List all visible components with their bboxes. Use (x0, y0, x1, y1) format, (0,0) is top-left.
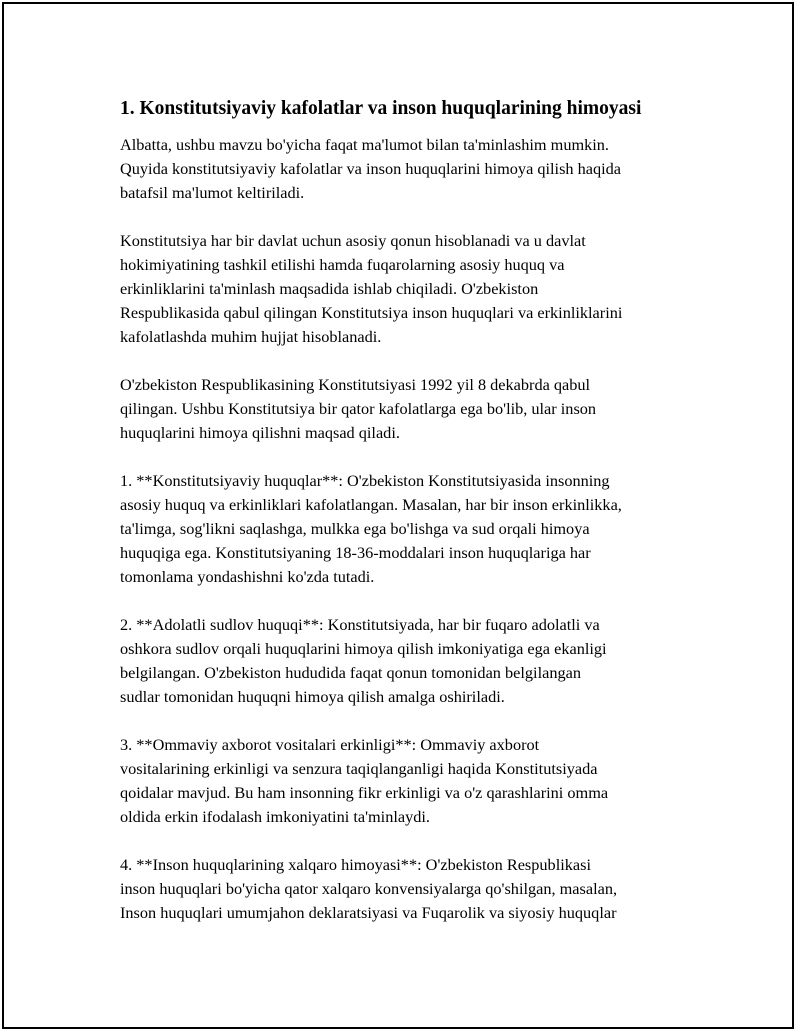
paragraph-item-1 (120, 469, 700, 589)
paragraph-item-2 (120, 613, 700, 709)
paragraph-intro (120, 133, 700, 205)
text-line: belgilangan. O'zbekiston hududida faqat qonun tomonidan belgilangan (120, 663, 581, 682)
document-page (2, 2, 794, 1029)
text-line: Inson huquqlari umumjahon deklaratsiyasi va Fuqarolik va siyosiy huquqlar (120, 903, 617, 922)
text-line: O'zbekiston Respublikasining Konstitutsiyasi 1992 yil 8 dekabrda qabul (120, 375, 591, 394)
text-line: 1. **Konstitutsiyaviy huquqlar**: O'zbekiston Konstitutsiyasida insonning (120, 471, 610, 490)
text-line: huquqlarini himoya qilishni maqsad qiladi. (120, 423, 400, 442)
paragraph-item-3 (120, 733, 700, 829)
text-line: tomonlama yondashishni ko'zda tutadi. (120, 567, 375, 586)
text-line: 3. **Ommaviy axborot vositalari erkinligi**: Ommaviy axborot (120, 735, 540, 754)
text-line: batafsil ma'lumot keltiriladi. (120, 183, 305, 202)
text-line: asosiy huquq va erkinliklari kafolatlangan. Masalan, har bir inson erkinlikka, (120, 495, 622, 514)
text-line: Konstitutsiya har bir davlat uchun asosiy qonun hisoblanadi va u davlat (120, 231, 586, 250)
text-line: hokimiyatining tashkil etilishi hamda fuqarolarning asosiy huquq va (120, 255, 565, 274)
text-line: 2. **Adolatli sudlov huquqi**: Konstitutsiyada, har bir fuqaro adolatli va (120, 615, 600, 634)
paragraph-constitution (120, 229, 700, 349)
text-line: oshkora sudlov orqali huquqlarini himoya qilish imkoniyatiga ega ekanligi (120, 639, 607, 658)
text-line: sudlar tomonidan huquqni himoya qilish amalga oshiriladi. (120, 687, 505, 706)
text-line: 4. **Inson huquqlarining xalqaro himoyasi**: O'zbekiston Respublikasi (120, 855, 591, 874)
text-line: oldida erkin ifodalash imkoniyatini ta'minlaydi. (120, 807, 430, 826)
paragraph-adoption (120, 373, 700, 445)
text-line: Respublikasida qabul qilingan Konstitutsiya inson huquqlari va erkinliklarini (120, 303, 623, 322)
text-line: vositalarining erkinligi va senzura taqiqlanganligi haqida Konstitutsiyada (120, 759, 598, 778)
text-line: qilingan. Ushbu Konstitutsiya bir qator kafolatlarga ega bo'lib, ular inson (120, 399, 597, 418)
paragraph-item-4 (120, 853, 700, 925)
text-line: erkinliklarini ta'minlash maqsadida ishlab chiqiladi. O'zbekiston (120, 279, 539, 298)
text-line: ta'limga, sog'likni saqlashga, mulkka ega bo'lishga va sud orqali himoya (120, 519, 590, 538)
text-line: Albatta, ushbu mavzu bo'yicha faqat ma'lumot bilan ta'minlashim mumkin. (120, 135, 610, 154)
text-line: Quyida konstitutsiyaviy kafolatlar va inson huquqlarini himoya qilish haqida (120, 159, 622, 178)
text-line: inson huquqlari bo'yicha qator xalqaro konvensiyalarga qo'shilgan, masalan, (120, 879, 618, 898)
text-line: huquqiga ega. Konstitutsiyaning 18-36-moddalari inson huquqlariga har (120, 543, 591, 562)
text-line: kafolatlashda muhim hujjat hisoblanadi. (120, 327, 382, 346)
text-line: qoidalar mavjud. Bu ham insonning fikr erkinligi va o'z qarashlarini omma (120, 783, 609, 802)
document-body (120, 95, 700, 949)
document-title: 1. Konstitutsiyaviy kafolatlar va inson huquqlarining himoyasi (120, 98, 642, 119)
